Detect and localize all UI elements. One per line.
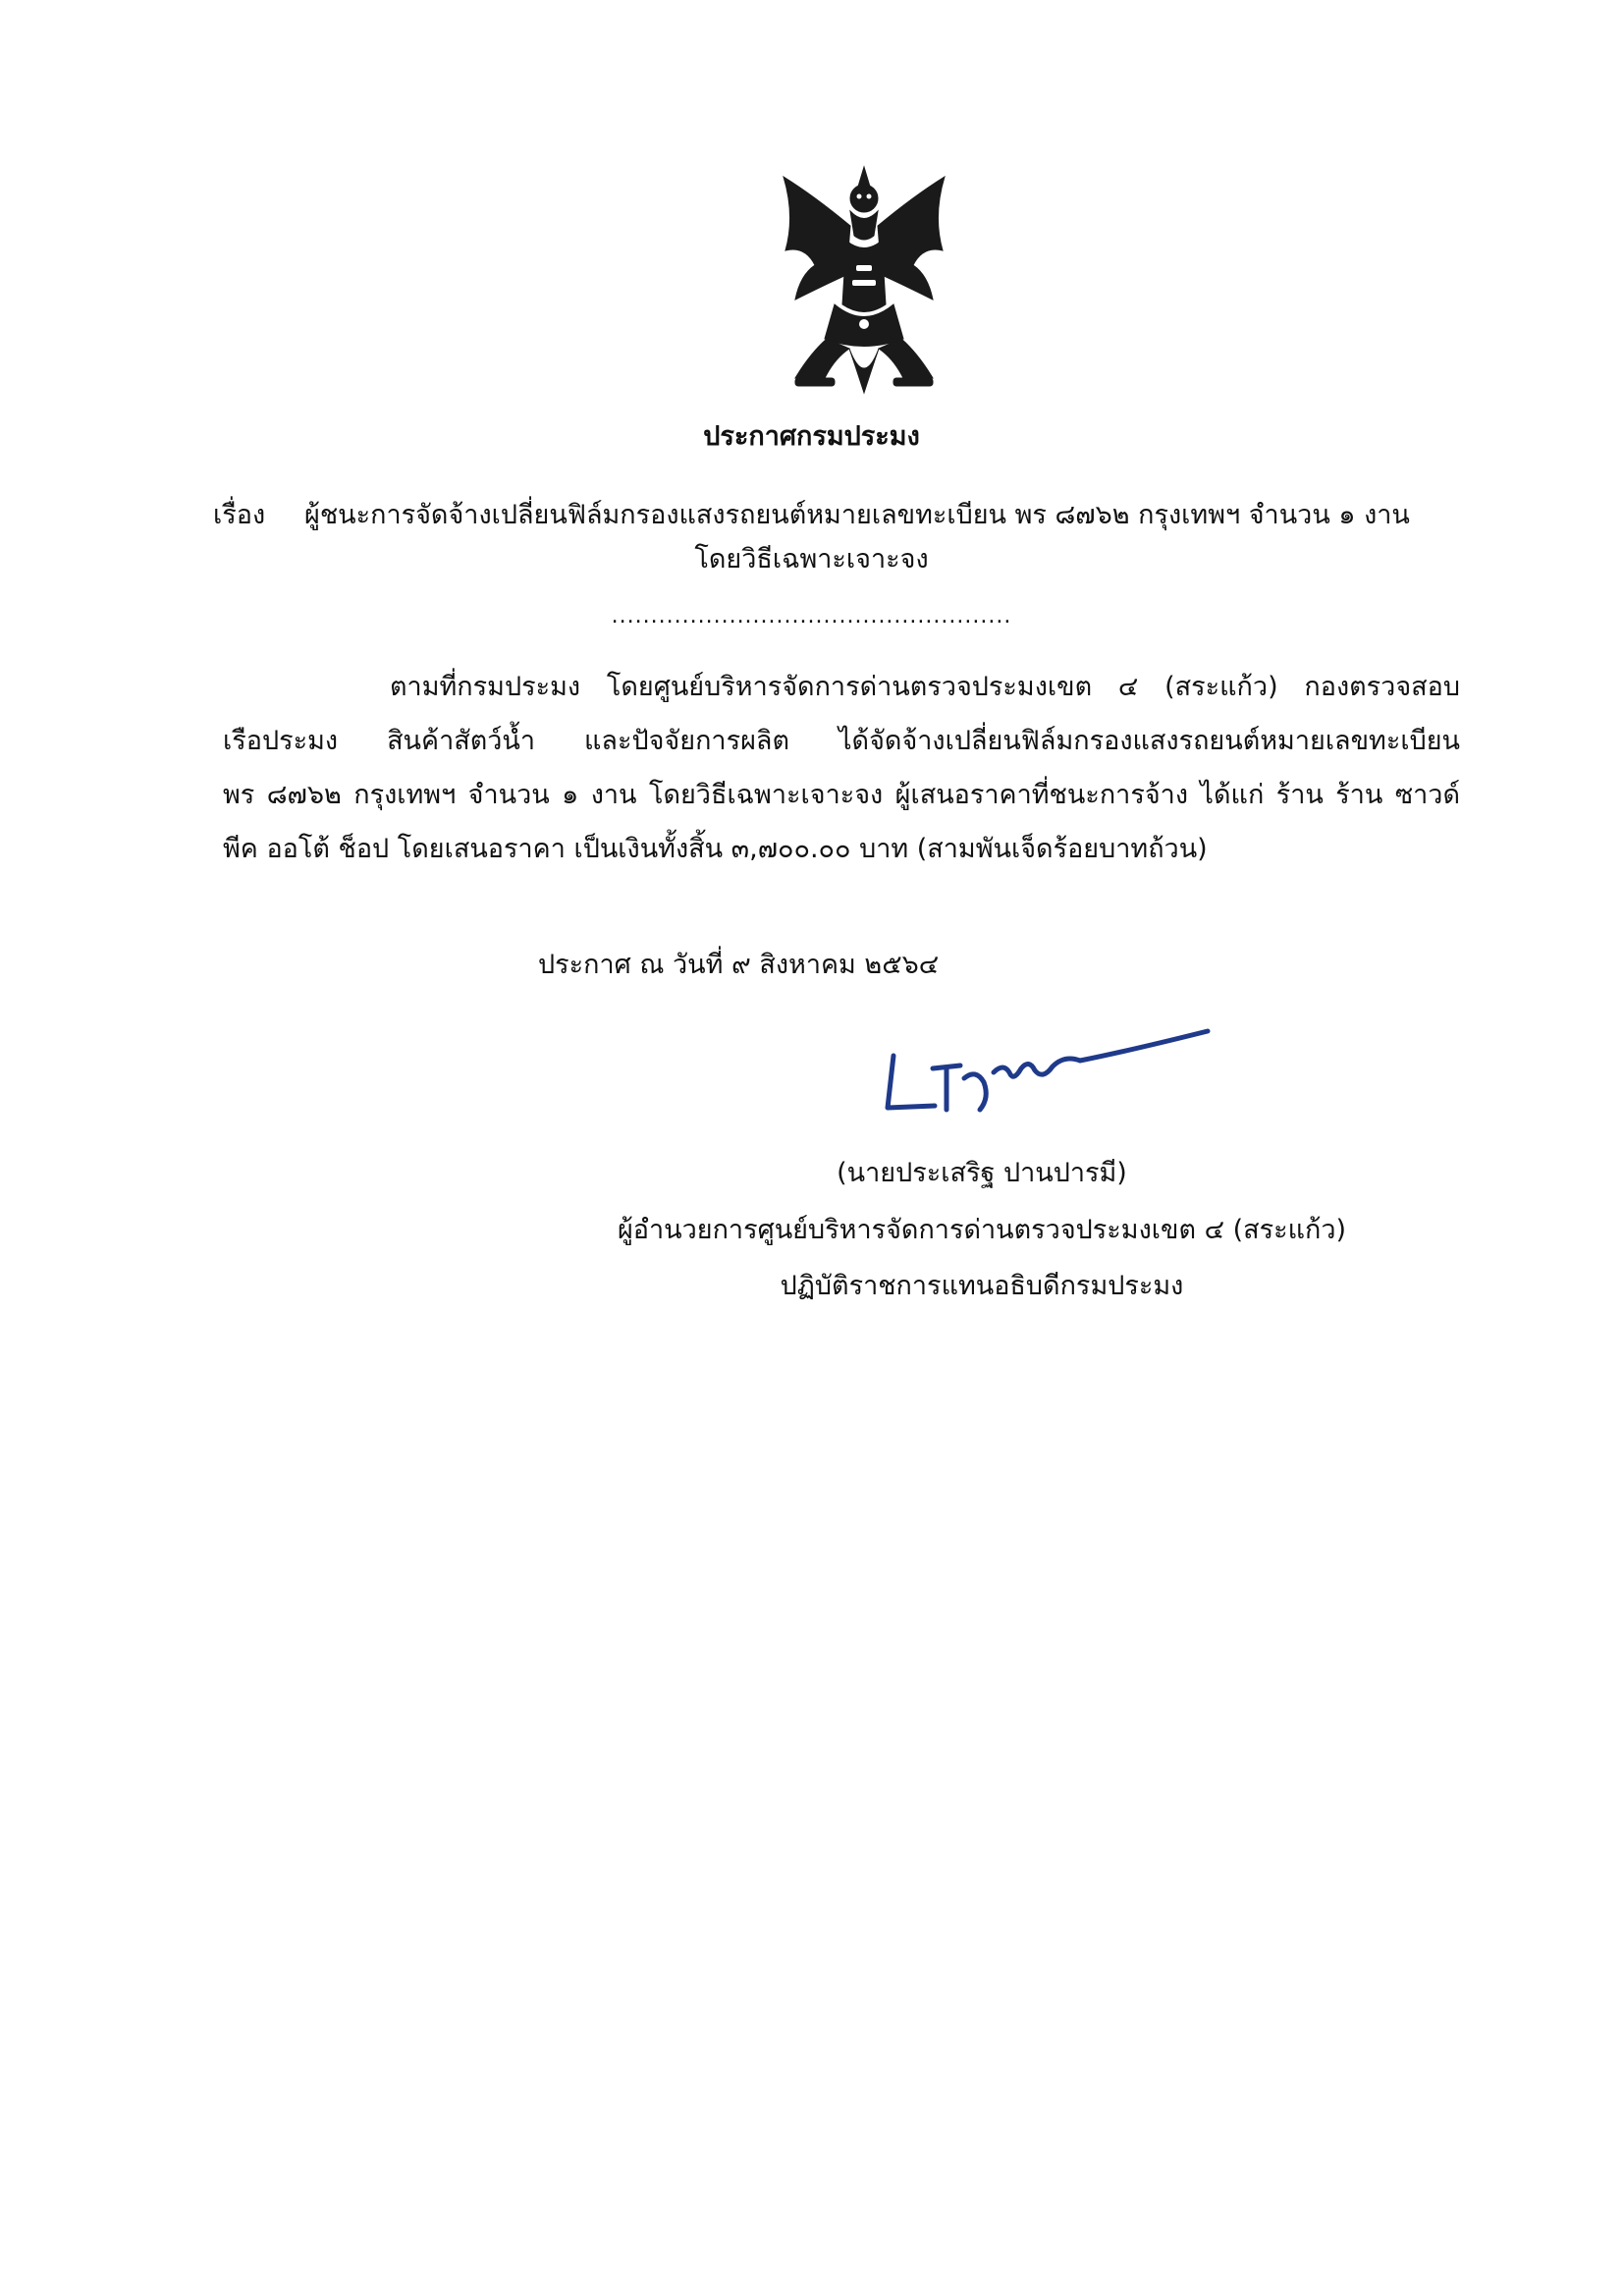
announcement-date: ประกาศ ณ วันที่ ๙ สิงหาคม ๒๕๖๔ <box>538 950 940 980</box>
separator-dots: ................................................... <box>611 604 1012 629</box>
body-paragraph-line: ตามที่กรมประมง โดยศูนย์บริหารจัดการด่านตรวจประมงเขต ๔ (สระแก้ว) กองตรวจสอบ <box>390 672 1460 702</box>
handwritten-signature <box>874 1011 1237 1120</box>
subject-text-continued: โดยวิธีเฉพาะเจาะจง <box>694 544 929 574</box>
subject-label: เรื่อง <box>213 500 266 530</box>
garuda-emblem-icon <box>756 157 972 403</box>
signatory-acting: ปฏิบัติราชการแทนอธิบดีกรมประมง <box>780 1271 1184 1301</box>
body-paragraph-line: พร ๘๗๖๒ กรุงเทพฯ จำนวน ๑ งาน โดยวิธีเฉพาะเจาะจง ผู้เสนอราคาที่ชนะการจ้าง ได้แก่ ร้าน ร้าน ซาวด์ <box>223 780 1460 810</box>
body-paragraph-line: เรือประมง สินค้าสัตว์น้ำ และปัจจัยการผลิต ได้จัดจ้างเปลี่ยนฟิล์มกรองแสงรถยนต์หมายเลขทะเบียน <box>223 726 1460 756</box>
signatory-name: (นายประเสริฐ ปานปารมี) <box>837 1158 1127 1188</box>
subject-text: ผู้ชนะการจัดจ้างเปลี่ยนฟิล์มกรองแสงรถยนต์หมายเลขทะเบียน พร ๘๗๖๒ กรุงเทพฯ จำนวน ๑ งาน <box>304 500 1410 530</box>
signatory-position: ผู้อำนวยการศูนย์บริหารจัดการด่านตรวจประมงเขต ๔ (สระแก้ว) <box>617 1215 1347 1245</box>
document-title: ประกาศกรมประมง <box>703 421 920 452</box>
body-paragraph-line: พีค ออโต้ ช็อป โดยเสนอราคา เป็นเงินทั้งสิ้น ๓,๗๐๐.๐๐ บาท (สามพันเจ็ดร้อยบาทถ้วน) <box>223 834 1208 864</box>
